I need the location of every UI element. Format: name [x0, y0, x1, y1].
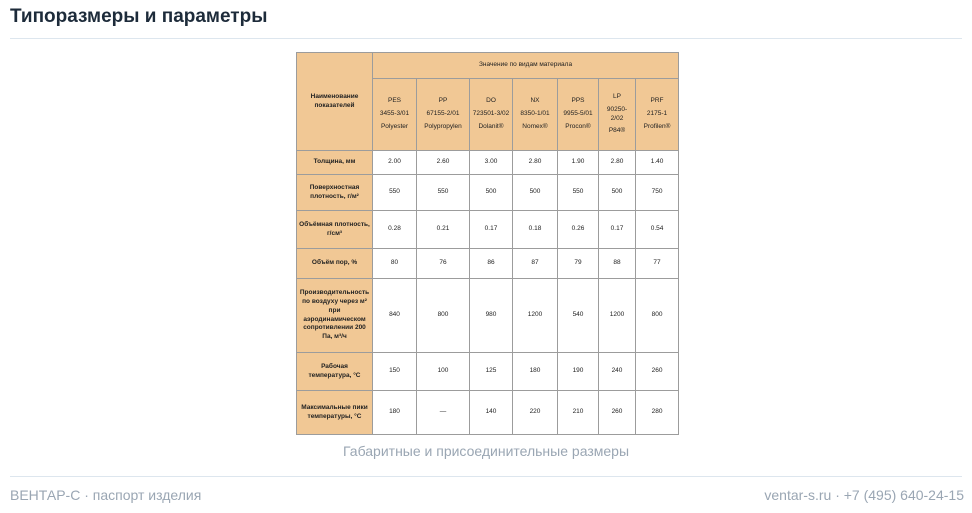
- table-cell: 77: [636, 249, 679, 279]
- table-cell: 0.21: [417, 211, 470, 249]
- table-cell: 0.28: [373, 211, 417, 249]
- column-header-code: 9955-5/01: [563, 110, 593, 118]
- table-row: [297, 211, 679, 249]
- row-label: Максимальные пики температуры, °С: [297, 391, 373, 435]
- table-row: [297, 151, 679, 175]
- column-header-code: 90250-2/02: [606, 105, 628, 122]
- table-cell: 0.17: [470, 211, 513, 249]
- table-cell: 550: [373, 175, 417, 211]
- column-header: [513, 79, 558, 151]
- column-header-abbr: PRF: [650, 97, 664, 105]
- column-header-code: 3455-3/01: [379, 110, 410, 118]
- column-header-abbr: NX: [530, 97, 540, 105]
- group-header: Значение по видам материала: [373, 53, 679, 79]
- row-label: Рабочая температура, °С: [297, 353, 373, 391]
- table-cell: 0.26: [558, 211, 599, 249]
- table-row: [297, 175, 679, 211]
- table-row: [297, 391, 679, 435]
- table-cell: 87: [513, 249, 558, 279]
- column-header-code: 8350-1/01: [520, 110, 550, 118]
- table-cell: 100: [417, 353, 470, 391]
- table-cell: 210: [558, 391, 599, 435]
- table-cell: 260: [599, 391, 636, 435]
- row-label: Толщина, мм: [297, 151, 373, 175]
- column-header-abbr: LP: [613, 92, 621, 100]
- table-cell: 2.60: [417, 151, 470, 175]
- column-header-name: Polypropylen: [424, 122, 462, 130]
- column-header: [558, 79, 599, 151]
- table-cell: 550: [558, 175, 599, 211]
- column-header-abbr: PPS: [571, 97, 585, 105]
- table-cell: 500: [599, 175, 636, 211]
- table-cell: 280: [636, 391, 679, 435]
- table-cell: 220: [513, 391, 558, 435]
- column-header-name: Polyester: [380, 122, 409, 130]
- footer-divider: [10, 476, 962, 477]
- figure-caption: Габаритные и присоединительные размеры: [342, 443, 629, 459]
- table-cell: 88: [599, 249, 636, 279]
- table-cell: 2.80: [599, 151, 636, 175]
- column-header-abbr: PP: [438, 97, 448, 105]
- table-cell: 140: [470, 391, 513, 435]
- row-label: Поверхностная плотность, г/м²: [297, 175, 373, 211]
- table-cell: 190: [558, 353, 599, 391]
- table-cell: 150: [373, 353, 417, 391]
- column-header-code: 723501-3/02: [472, 110, 510, 118]
- column-header: [373, 79, 417, 151]
- table-cell: 86: [470, 249, 513, 279]
- column-header-code: 2175-1: [646, 110, 668, 118]
- header-divider: [10, 38, 962, 39]
- column-header-name: Dolanit®: [478, 122, 504, 130]
- table-cell: 240: [599, 353, 636, 391]
- table-row: [297, 249, 679, 279]
- table-cell: 2.80: [513, 151, 558, 175]
- row-label: Объёмная плотность, г/см³: [297, 211, 373, 249]
- table-cell: 2.00: [373, 151, 417, 175]
- parameters-table-figure: [296, 52, 678, 433]
- table-cell: 80: [373, 249, 417, 279]
- footer-document-name: ВЕНТАР-С · паспорт изделия: [10, 487, 202, 503]
- footer-contacts: ventar-s.ru · +7 (495) 640-24-15: [764, 487, 964, 503]
- table-cell: 180: [513, 353, 558, 391]
- table-cell: 180: [373, 391, 417, 435]
- table-cell: 550: [417, 175, 470, 211]
- table-cell: 125: [470, 353, 513, 391]
- column-header: [470, 79, 513, 151]
- column-header-code: 67155-2/01: [426, 110, 460, 118]
- table-cell: —: [417, 391, 470, 435]
- column-header-name: Profilen®: [643, 122, 671, 130]
- table-cell: 800: [417, 279, 470, 353]
- parameters-table: [296, 52, 679, 435]
- table-cell: 0.54: [636, 211, 679, 249]
- table-cell: 1.90: [558, 151, 599, 175]
- table-cell: 3.00: [470, 151, 513, 175]
- table-cell: 0.18: [513, 211, 558, 249]
- table-cell: 260: [636, 353, 679, 391]
- table-cell: 980: [470, 279, 513, 353]
- table-cell: 76: [417, 249, 470, 279]
- column-header-abbr: DO: [486, 97, 496, 105]
- table-cell: 540: [558, 279, 599, 353]
- table-cell: 500: [470, 175, 513, 211]
- row-header-title: Наименование показателей: [297, 53, 373, 151]
- page-title: Типоразмеры и параметры: [10, 6, 268, 27]
- column-header: [636, 79, 679, 151]
- column-header-name: P84®: [608, 127, 626, 135]
- table-row: [297, 279, 679, 353]
- row-label: Объём пор, %: [297, 249, 373, 279]
- row-label: Производительность по воздуху через м² при аэродинамическом сопротивлении 200 Па, м³/ч: [297, 279, 373, 353]
- column-header: [417, 79, 470, 151]
- column-header-abbr: PES: [387, 97, 401, 105]
- table-cell: 1200: [599, 279, 636, 353]
- column-header-name: Procon®: [565, 122, 591, 130]
- table-cell: 79: [558, 249, 599, 279]
- table-cell: 500: [513, 175, 558, 211]
- column-header: [599, 79, 636, 151]
- table-cell: 800: [636, 279, 679, 353]
- table-cell: 750: [636, 175, 679, 211]
- table-cell: 0.17: [599, 211, 636, 249]
- table-cell: 840: [373, 279, 417, 353]
- table-row: [297, 353, 679, 391]
- table-cell: 1.40: [636, 151, 679, 175]
- table-cell: 1200: [513, 279, 558, 353]
- table-body: [297, 151, 679, 435]
- column-header-name: Nomex®: [522, 122, 548, 130]
